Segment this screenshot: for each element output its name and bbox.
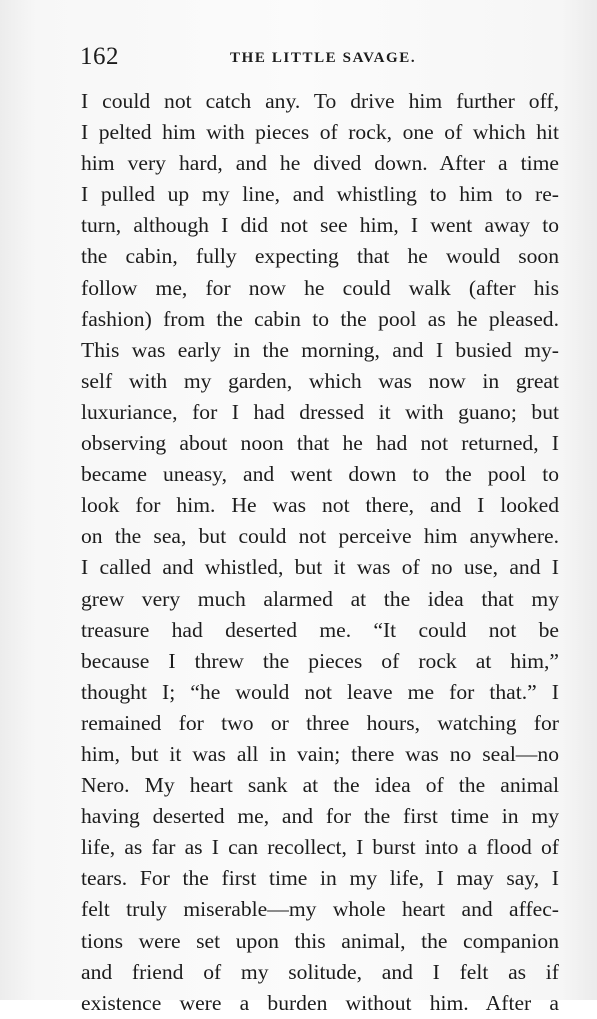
text-line: remained for two or three hours, watching for — [81, 710, 559, 735]
text-line: This was early in the morning, and I busied my- — [81, 337, 559, 362]
text-line: existence were a burden without him. After a — [81, 990, 559, 1015]
text-line: tears. For the first time in my life, I may say, I — [81, 866, 559, 891]
text-line: the cabin, fully expecting that he would soon — [81, 244, 559, 269]
text-line: I could not catch any. To drive him further off, — [81, 89, 559, 113]
text-line: fashion) from the cabin to the pool as he pleased. — [81, 306, 559, 331]
page-number: 162 — [80, 43, 119, 70]
text-line: on the sea, but could not perceive him anywhere. — [81, 524, 559, 549]
text-line: self with my garden, which was now in great — [81, 368, 559, 393]
text-line: thought I; “he would not leave me for that.” I — [81, 679, 559, 704]
text-line: felt truly miserable—my whole heart and affec- — [81, 897, 559, 922]
text-line: because I threw the pieces of rock at him,” — [81, 648, 559, 673]
text-line: him very hard, and he dived down. After a time — [81, 151, 559, 176]
text-line: observing about noon that he had not returned, I — [81, 431, 559, 456]
text-line: him, but it was all in vain; there was no seal—no — [81, 741, 559, 766]
text-line: I pelted him with pieces of rock, one of which hit — [81, 120, 559, 145]
text-line: luxuriance, for I had dressed it with guano; but — [81, 399, 559, 424]
text-line: tions were set upon this animal, the companion — [81, 928, 559, 953]
text-line: I pulled up my line, and whistling to him to re- — [81, 182, 559, 207]
page-header — [80, 40, 540, 74]
text-line: and friend of my solitude, and I felt as if — [81, 959, 559, 984]
text-line: having deserted me, and for the first time in my — [81, 804, 559, 829]
text-line: Nero. My heart sank at the idea of the animal — [81, 773, 559, 798]
text-line: follow me, for now he could walk (after his — [81, 275, 559, 300]
text-line: treasure had deserted me. “It could not be — [81, 617, 559, 642]
body-text — [81, 86, 559, 1019]
text-line: I called and whistled, but it was of no use, and I — [81, 555, 559, 580]
running-title: THE LITTLE SAVAGE. — [230, 50, 417, 66]
text-line: look for him. He was not there, and I looked — [81, 493, 559, 518]
text-line: turn, although I did not see him, I went away to — [81, 213, 559, 238]
text-line: grew very much alarmed at the idea that my — [81, 586, 559, 611]
text-line: life, as far as I can recollect, I burst into a flood of — [81, 835, 559, 860]
text-line: became uneasy, and went down to the pool to — [81, 462, 559, 487]
